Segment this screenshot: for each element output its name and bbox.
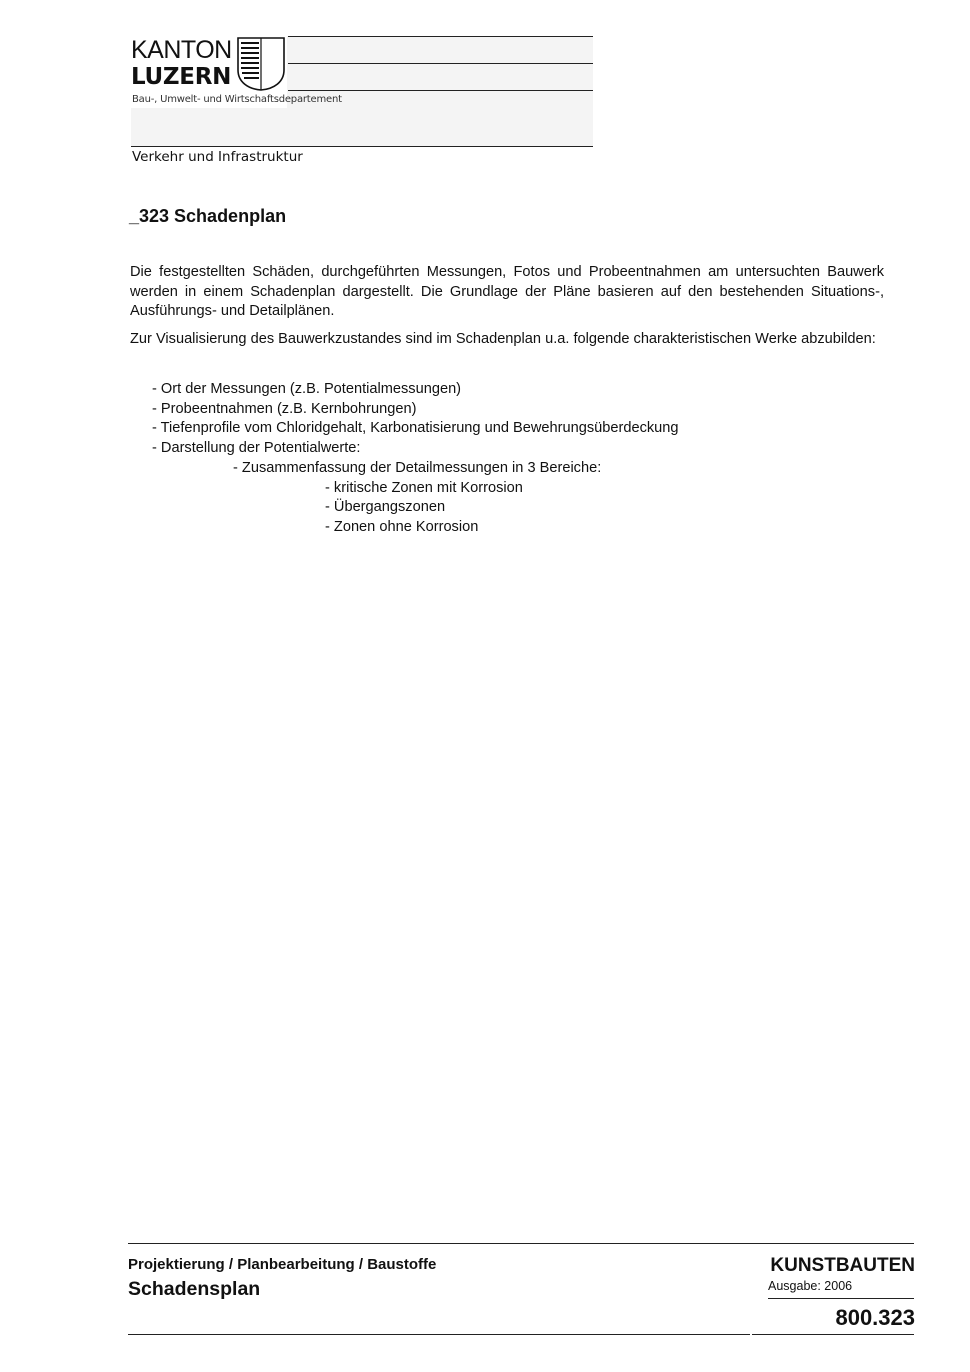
footer-rule-bottom-left [128, 1334, 750, 1335]
footer-separator [768, 1298, 914, 1299]
footer-category: KUNSTBAUTEN [770, 1255, 915, 1276]
footer-section-path: Projektierung / Planbearbeitung / Baustoffe [128, 1256, 437, 1273]
list-item-subsub: - Übergangszonen [325, 499, 446, 516]
footer-rule-top [128, 1243, 914, 1244]
footer-document-title: Schadensplan [128, 1278, 261, 1300]
paragraph-visualisation: Zur Visualisierung des Bauwerkzustandes sind im Schadenplan u.a. folgende charakteristischen Werke abzubilden: [130, 331, 876, 347]
logo-kanton-text: KANTON [131, 36, 232, 64]
page-title: _323 Schadenplan [129, 206, 287, 226]
list-item: - Probeentnahmen (z.B. Kernbohrungen) [152, 400, 417, 417]
list-item-subsub: - Zonen ohne Korrosion [325, 518, 479, 535]
list-item-subsub: - kritische Zonen mit Korrosion [325, 479, 523, 496]
header-rule-1 [288, 36, 593, 37]
header-rule-2 [288, 63, 593, 64]
paragraph-intro: Die festgestellten Schäden, durchgeführten Messungen, Fotos und Probeentnahmen am untersuchten Bauwerk werden in einem Schadenplan dargestellt. Die Grundlage der Pläne basieren auf den bestehenden Situations-, Ausführungs- und Detailplänen. [130, 264, 884, 320]
footer-edition: Ausgabe: 2006 [768, 1279, 853, 1293]
coat-of-arms-icon [236, 36, 286, 92]
subdepartment-name: Verkehr und Infrastruktur [132, 149, 303, 165]
header-rule-4 [131, 146, 593, 147]
list-item: - Tiefenprofile vom Chloridgehalt, Karbonatisierung und Bewehrungsüberdeckung [152, 420, 679, 437]
header-logo-block [131, 36, 593, 146]
list-item: - Ort der Messungen (z.B. Potentialmessungen) [152, 381, 462, 397]
logo-luzern-text: LUZERN [131, 64, 232, 90]
footer-document-number: 800.323 [835, 1305, 915, 1330]
list-item-sub: - Zusammenfassung der Detailmessungen in 3 Bereiche: [233, 459, 602, 476]
requirements-list [152, 380, 679, 538]
list-item: - Darstellung der Potentialwerte: [152, 440, 361, 457]
footer-rule-bottom-right [752, 1334, 914, 1335]
department-name: Bau-, Umwelt- und Wirtschaftsdepartement [132, 94, 342, 105]
header-rule-3 [288, 90, 593, 91]
